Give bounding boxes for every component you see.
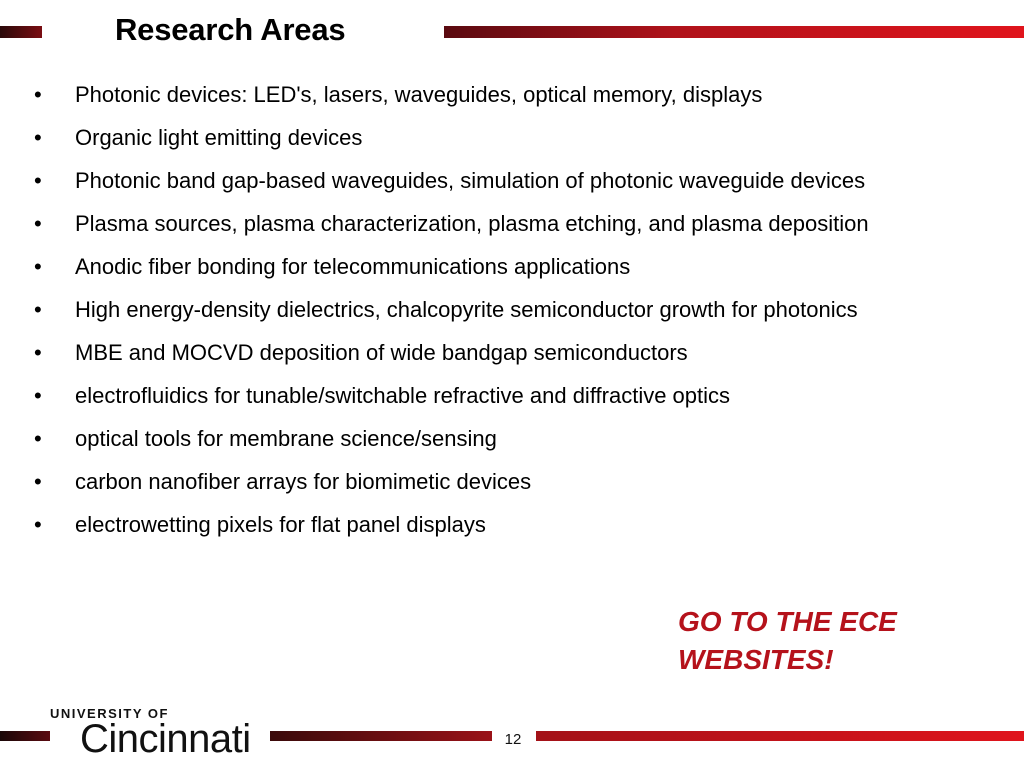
list-item: • carbon nanofiber arrays for biomimetic devices — [30, 463, 910, 500]
list-item: • MBE and MOCVD deposition of wide bandgap semiconductors — [30, 334, 910, 371]
list-item: • electrofluidics for tunable/switchable refractive and diffractive optics — [30, 377, 910, 414]
list-item: • Photonic devices: LED's, lasers, waveguides, optical memory, displays — [30, 76, 910, 113]
list-item: • Photonic band gap-based waveguides, simulation of photonic waveguide devices — [30, 162, 910, 199]
list-item: • Organic light emitting devices — [30, 119, 910, 156]
list-item: • Anodic fiber bonding for telecommunications applications — [30, 248, 910, 285]
research-areas-list — [30, 76, 910, 549]
list-item: • High energy-density dielectrics, chalcopyrite semiconductor growth for photonics — [30, 291, 910, 328]
slide-title: Research Areas — [115, 12, 346, 47]
call-to-action-text: GO TO THE ECE WEBSITES! — [678, 606, 897, 675]
footer-accent-bar-right — [536, 731, 1024, 741]
footer-accent-bar-left — [0, 731, 50, 741]
list-item: • Plasma sources, plasma characterization, plasma etching, and plasma deposition — [30, 205, 910, 242]
list-item: • electrowetting pixels for flat panel displays — [30, 506, 910, 543]
university-logo-line1: UNIVERSITY OF — [50, 706, 169, 721]
list-item: • optical tools for membrane science/sensing — [30, 420, 910, 457]
university-logo-wordmark: Cincinnati — [80, 717, 251, 761]
footer-accent-bar-middle — [270, 731, 492, 741]
page-number: 12 — [504, 731, 522, 748]
title-accent-bar-right — [444, 26, 1024, 38]
title-accent-bar-left — [0, 26, 42, 38]
